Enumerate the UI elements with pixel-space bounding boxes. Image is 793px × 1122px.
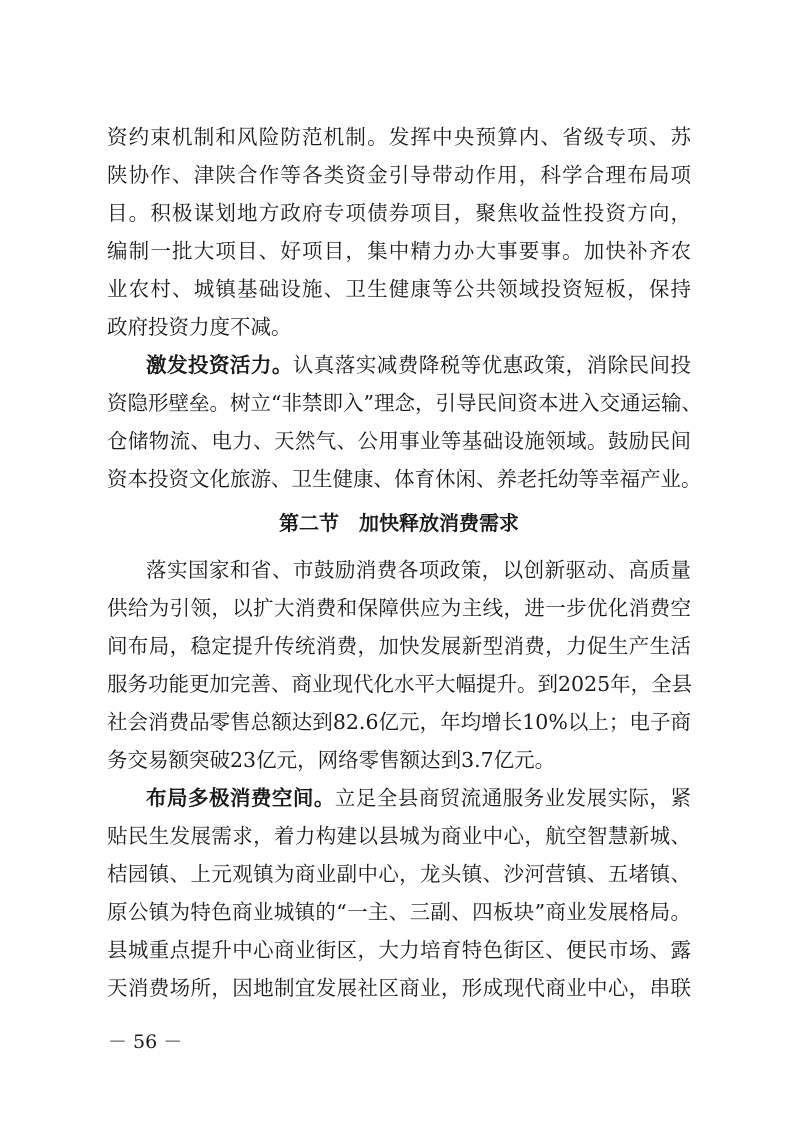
paragraph-3-line-4: 服务功能更加完善、商业现代化水平大幅提升。到2025年，全县 <box>107 672 693 696</box>
paragraph-1-line-5: 业农村、城镇基础设施、卫生健康等公共领域投资短板，保持 <box>107 277 691 301</box>
paragraph-3-line-6: 务交易额突破23亿元，网络零售额达到3.7亿元。 <box>107 748 556 772</box>
page-number: － 56 － <box>108 1031 183 1053</box>
paragraph-2-line-3: 仓储物流、电力、天然气、公用事业等基础设施领域。鼓励民间 <box>107 429 691 453</box>
paragraph-1-line-6: 政府投资力度不减。 <box>107 315 292 339</box>
paragraph-2-line-2: 资隐形壁垒。树立“非禁即入”理念，引导民间资本进入交通运输、 <box>107 391 702 415</box>
paragraph-1-line-2: 陕协作、津陕合作等各类资金引导带动作用，科学合理布局项 <box>107 163 691 187</box>
paragraph-4-line-5: 县城重点提升中心商业街区，大力培育特色街区、便民市场、露 <box>107 938 691 962</box>
paragraph-1-line-3: 目。积极谋划地方政府专项债券项目，聚焦收益性投资方向， <box>107 201 691 225</box>
paragraph-2-lead: 激发投资活力。 <box>146 353 293 377</box>
paragraph-4-line-1 <box>146 784 691 812</box>
paragraph-2-line-4: 资本投资文化旅游、卫生健康、体育休闲、养老托幼等幸福产业。 <box>107 467 702 491</box>
paragraph-4-line-6: 天消费场所，因地制宜发展社区商业，形成现代商业中心，串联 <box>107 976 691 1000</box>
paragraph-4-line-3: 桔园镇、上元观镇为商业副中心，龙头镇、沙河营镇、五堵镇、 <box>107 862 691 886</box>
paragraph-1-line-4: 编制一批大项目、好项目，集中精力办大事要事。加快补齐农 <box>107 239 691 263</box>
paragraph-4-first-rest: 立足全县商贸流通服务业发展实际，紧 <box>334 786 692 810</box>
paragraph-4-line-2: 贴民生发展需求，着力构建以县城为商业中心，航空智慧新城、 <box>107 824 691 848</box>
paragraph-4-line-4: 原公镇为特色商业城镇的“一主、三副、四板块”商业发展格局。 <box>107 900 691 924</box>
paragraph-3-line-3: 间布局，稳定提升传统消费，加快发展新型消费，力促生产生活 <box>107 634 691 658</box>
paragraph-3-line-5: 社会消费品零售总额达到82.6亿元，年均增长10%以上；电子商 <box>107 710 691 734</box>
paragraph-3-line-2: 供给为引领，以扩大消费和保障供应为主线，进一步优化消费空 <box>107 596 691 620</box>
section-heading: 第二节 加快释放消费需求 <box>279 511 519 535</box>
paragraph-1-line-1: 资约束机制和风险防范机制。发挥中央预算内、省级专项、苏 <box>107 125 691 149</box>
paragraph-3-line-1: 落实国家和省、市鼓励消费各项政策，以创新驱动、高质量 <box>146 558 691 582</box>
paragraph-4-lead: 布局多极消费空间。 <box>146 786 335 810</box>
paragraph-2-first-rest: 认真落实减费降税等优惠政策，消除民间投 <box>292 353 692 377</box>
paragraph-2-line-1 <box>146 351 691 379</box>
